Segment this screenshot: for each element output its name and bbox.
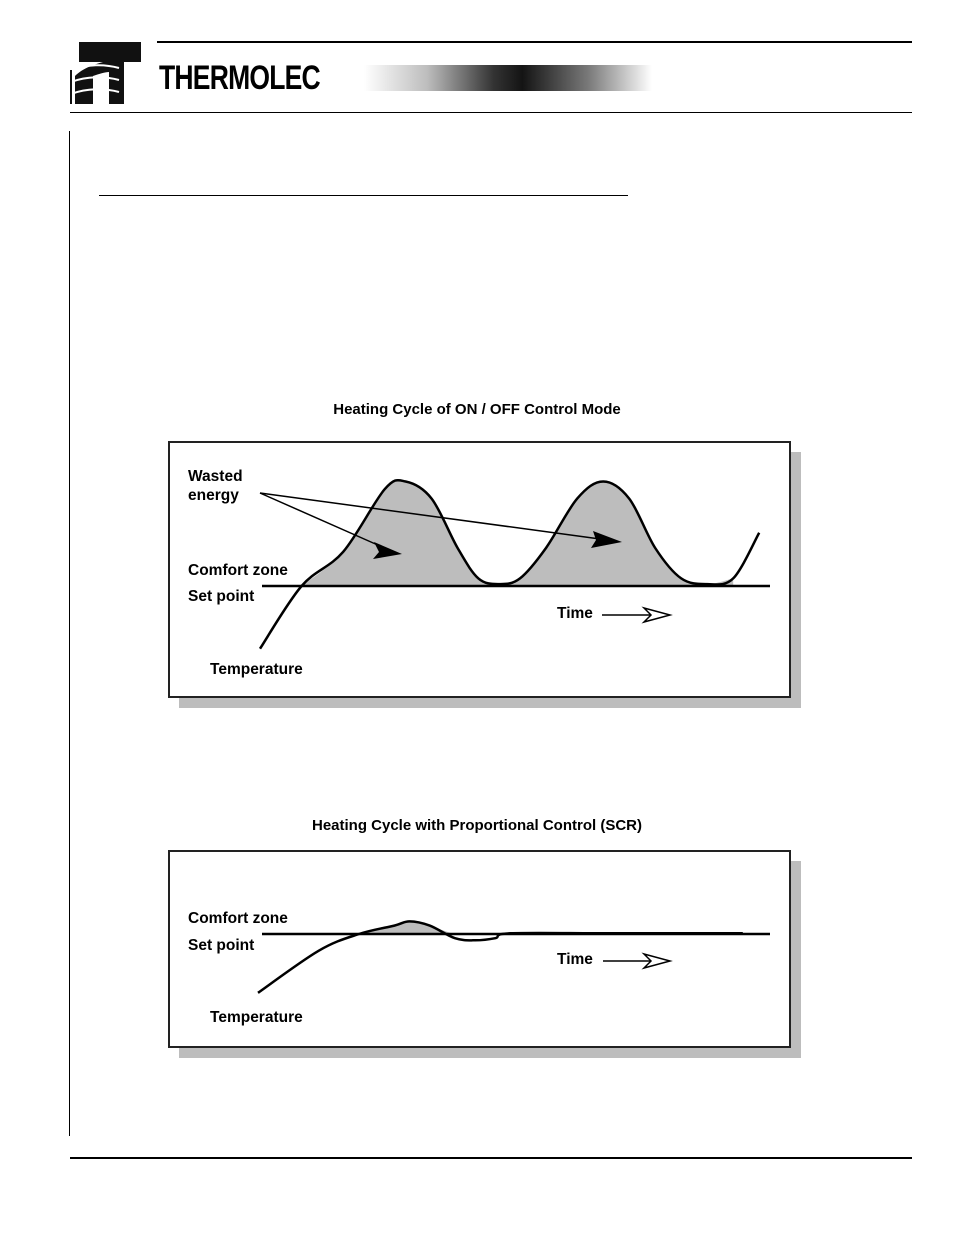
chart2-title: Heating Cycle with Proportional Control (SCR) <box>311 817 642 834</box>
wasted-energy-label-2: energy <box>188 487 239 504</box>
comfort-zone-label: Comfort zone <box>188 910 288 927</box>
temperature-label: Temperature <box>210 1009 303 1026</box>
chart2-frame <box>168 850 791 1048</box>
temperature-curve <box>258 921 743 992</box>
header-top-rule <box>157 41 912 43</box>
chart1-frame <box>168 441 791 698</box>
time-arrow <box>602 608 670 622</box>
brand-gradient-bar <box>364 65 652 91</box>
set-point-label: Set point <box>188 588 255 605</box>
time-arrow <box>603 954 670 968</box>
section-underline <box>99 195 628 196</box>
set-point-label: Set point <box>188 937 255 954</box>
wasted-energy-label: Wasted <box>188 468 243 485</box>
brand-name: THERMOLEC <box>159 59 320 97</box>
time-label: Time <box>557 951 593 968</box>
temperature-label: Temperature <box>210 661 303 678</box>
comfort-zone-label: Comfort zone <box>188 562 288 579</box>
time-label: Time <box>557 605 593 622</box>
chart1-title: Heating Cycle of ON / OFF Control Mode <box>333 401 621 418</box>
overshoot-area <box>359 921 475 934</box>
header-bottom-rule <box>70 112 912 113</box>
thermolec-logo-icon <box>69 40 145 106</box>
wasted-energy-area <box>302 480 734 586</box>
left-margin-rule <box>69 131 70 1136</box>
footer-rule <box>70 1157 912 1159</box>
